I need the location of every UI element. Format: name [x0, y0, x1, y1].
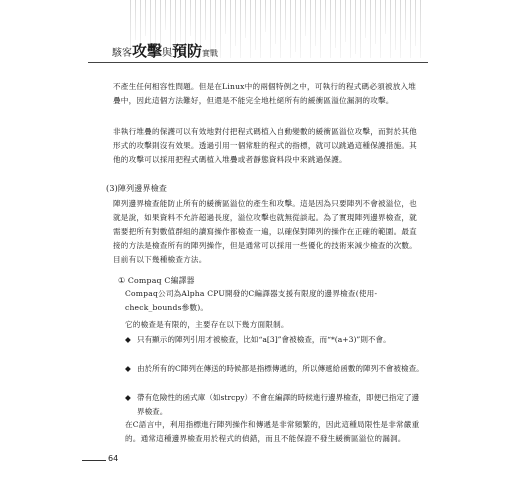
list-item-text: 只有顯示的陣列引用才被檢查，比如“a[3]”會被檢查，而“*(a+3)”則不會。	[137, 335, 391, 344]
subheading-compaq-compiler: ① Compaq C編譯器	[118, 276, 195, 285]
list-item	[125, 391, 425, 419]
paragraph-bounds-check: 陣列邊界檢查能防止所有的緩衝區溢位的產生和攻擊。這是因為只要陣列不會被溢位，也就是說，如果資料不允許超過長度，溢位攻擊也就無從談起。為了實現陣列邊界檢查，就需要把所有對數值群組的讀寫操作都檢查一遍，以確保對陣列的操作在正確的範圍。最直接的方法是檢查所有的陣列操作，但是通常可以採用一些優化的技術來減少檢查的次數。目前有以下幾種檢查方法。	[113, 199, 417, 264]
running-header-title	[112, 40, 218, 61]
paragraph-linux-exceptions: 不產生任何相容性問題。但是在Linux中的兩個特例之中，可執行的程式碼必須被放入堆疊中，因此這個方法難好，但還是不能完全地杜絕所有的緩衝區溢位漏洞的攻擊。	[113, 82, 417, 105]
header-title-suffix: 實戰	[202, 49, 219, 58]
diamond-bullet-icon: ◆	[125, 335, 131, 344]
section-heading-bounds-check: (3)陣列邊界檢查	[106, 184, 168, 193]
header-title-word-attack: 攻擊	[132, 42, 163, 60]
diamond-bullet-icon: ◆	[125, 364, 131, 373]
list-item	[125, 333, 425, 347]
paragraph-non-exec-stack: 非執行堆疊的保護可以有效地對付把程式碼植入自動變數的緩衝區溢位攻擊，而對於其他形式的攻擊則沒有效果。透過引用一個常駐的程式的指標，就可以跳過這種保護措施。其他的攻擊可以採用把程式碼植入堆疊或者靜態資料段中來跳過保護。	[113, 127, 417, 164]
header-title-word-prevention: 預防	[172, 42, 203, 60]
list-item	[125, 362, 425, 376]
paragraph-limitations-intro: 它的檢查是有限的，主要存在以下幾方面限制。	[125, 320, 289, 329]
paragraph-conclusion: 在C語言中，利用指標進行陣列操作和傳遞是非常頻繁的，因此這種局限性是非常嚴重的。通常這種邊界檢查用於程式的偵錯，而且不能保證不發生緩衝區溢位的漏洞。	[125, 420, 420, 443]
header-title-prefix: 駭客	[112, 48, 132, 59]
header-rule	[88, 62, 428, 63]
page-number: 64	[108, 454, 119, 463]
header-title-connector: 與	[162, 48, 173, 59]
diamond-bullet-icon: ◆	[125, 393, 131, 402]
list-item-text: 由於所有的C陣列在傳送的時候都是指標傳遞的，所以傳遞給函數的陣列不會被檢查。	[137, 364, 424, 373]
paragraph-compaq-intro: Compaq公司為Alpha CPU開發的C編譯器支援有限度的邊界檢查(使用-check_bounds參數)。	[125, 289, 378, 312]
list-item-text: 帶有危險性的函式庫（如strcpy）不會在編譯的時候進行邊界檢查，即便已指定了邊界檢查。	[137, 393, 420, 416]
page-number-rule	[82, 460, 106, 461]
